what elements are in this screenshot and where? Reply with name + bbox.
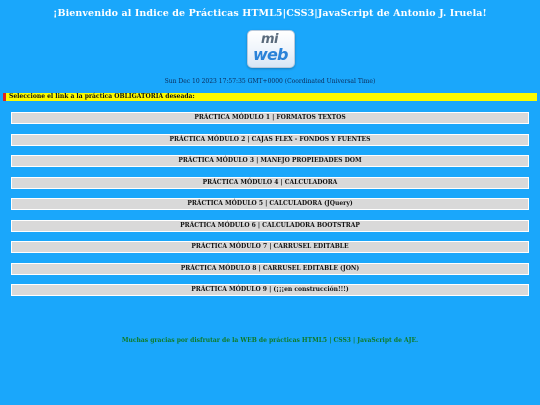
module-3-link[interactable]: PRÁCTICA MÓDULO 3 | MANEJO PROPIEDADES DOM xyxy=(11,155,529,167)
module-list xyxy=(11,112,529,306)
module-1-link[interactable]: PRÁCTICA MÓDULO 1 | FORMATOS TEXTOS xyxy=(11,112,529,124)
module-2-link[interactable]: PRÁCTICA MÓDULO 2 | CAJAS FLEX - FONDOS Y FUENTES xyxy=(11,134,529,146)
logo-text-mi: mi xyxy=(261,32,279,47)
module-6-link[interactable]: PRÁCTICA MÓDULO 6 | CALCULADORA BOOTSTRAP xyxy=(11,220,529,232)
miweb-logo xyxy=(247,30,295,68)
module-9-link[interactable]: PRÁCTICA MÓDULO 9 | (¡¡¡en construcción!!!) xyxy=(11,284,529,296)
footer-thanks: Muchas gracias por disfrutar de la WEB de prácticas HTML5 | CSS3 | JavaScript de AJE. xyxy=(121,337,419,344)
logo-text-web: web xyxy=(253,45,288,64)
module-5-link[interactable]: PRÁCTICA MÓDULO 5 | CALCULADORA (JQuery) xyxy=(11,198,529,210)
module-4-link[interactable]: PRÁCTICA MÓDULO 4 | CALCULADORA xyxy=(11,177,529,189)
module-8-link[interactable]: PRÁCTICA MÓDULO 8 | CARRUSEL EDITABLE (JON) xyxy=(11,263,529,275)
current-date: Sun Dec 10 2023 17:57:35 GMT+0000 (Coordinated Universal Time) xyxy=(164,78,376,85)
module-7-link[interactable]: PRÁCTICA MÓDULO 7 | CARRUSEL EDITABLE xyxy=(11,241,529,253)
page-title: ¡Bienvenido al Indice de Prácticas HTML5|CSS3|JavaScript de Antonio J. Iruela! xyxy=(53,8,487,19)
selection-notice: Seleccione el link a la práctica OBLIGATORIA deseada: xyxy=(3,93,537,101)
